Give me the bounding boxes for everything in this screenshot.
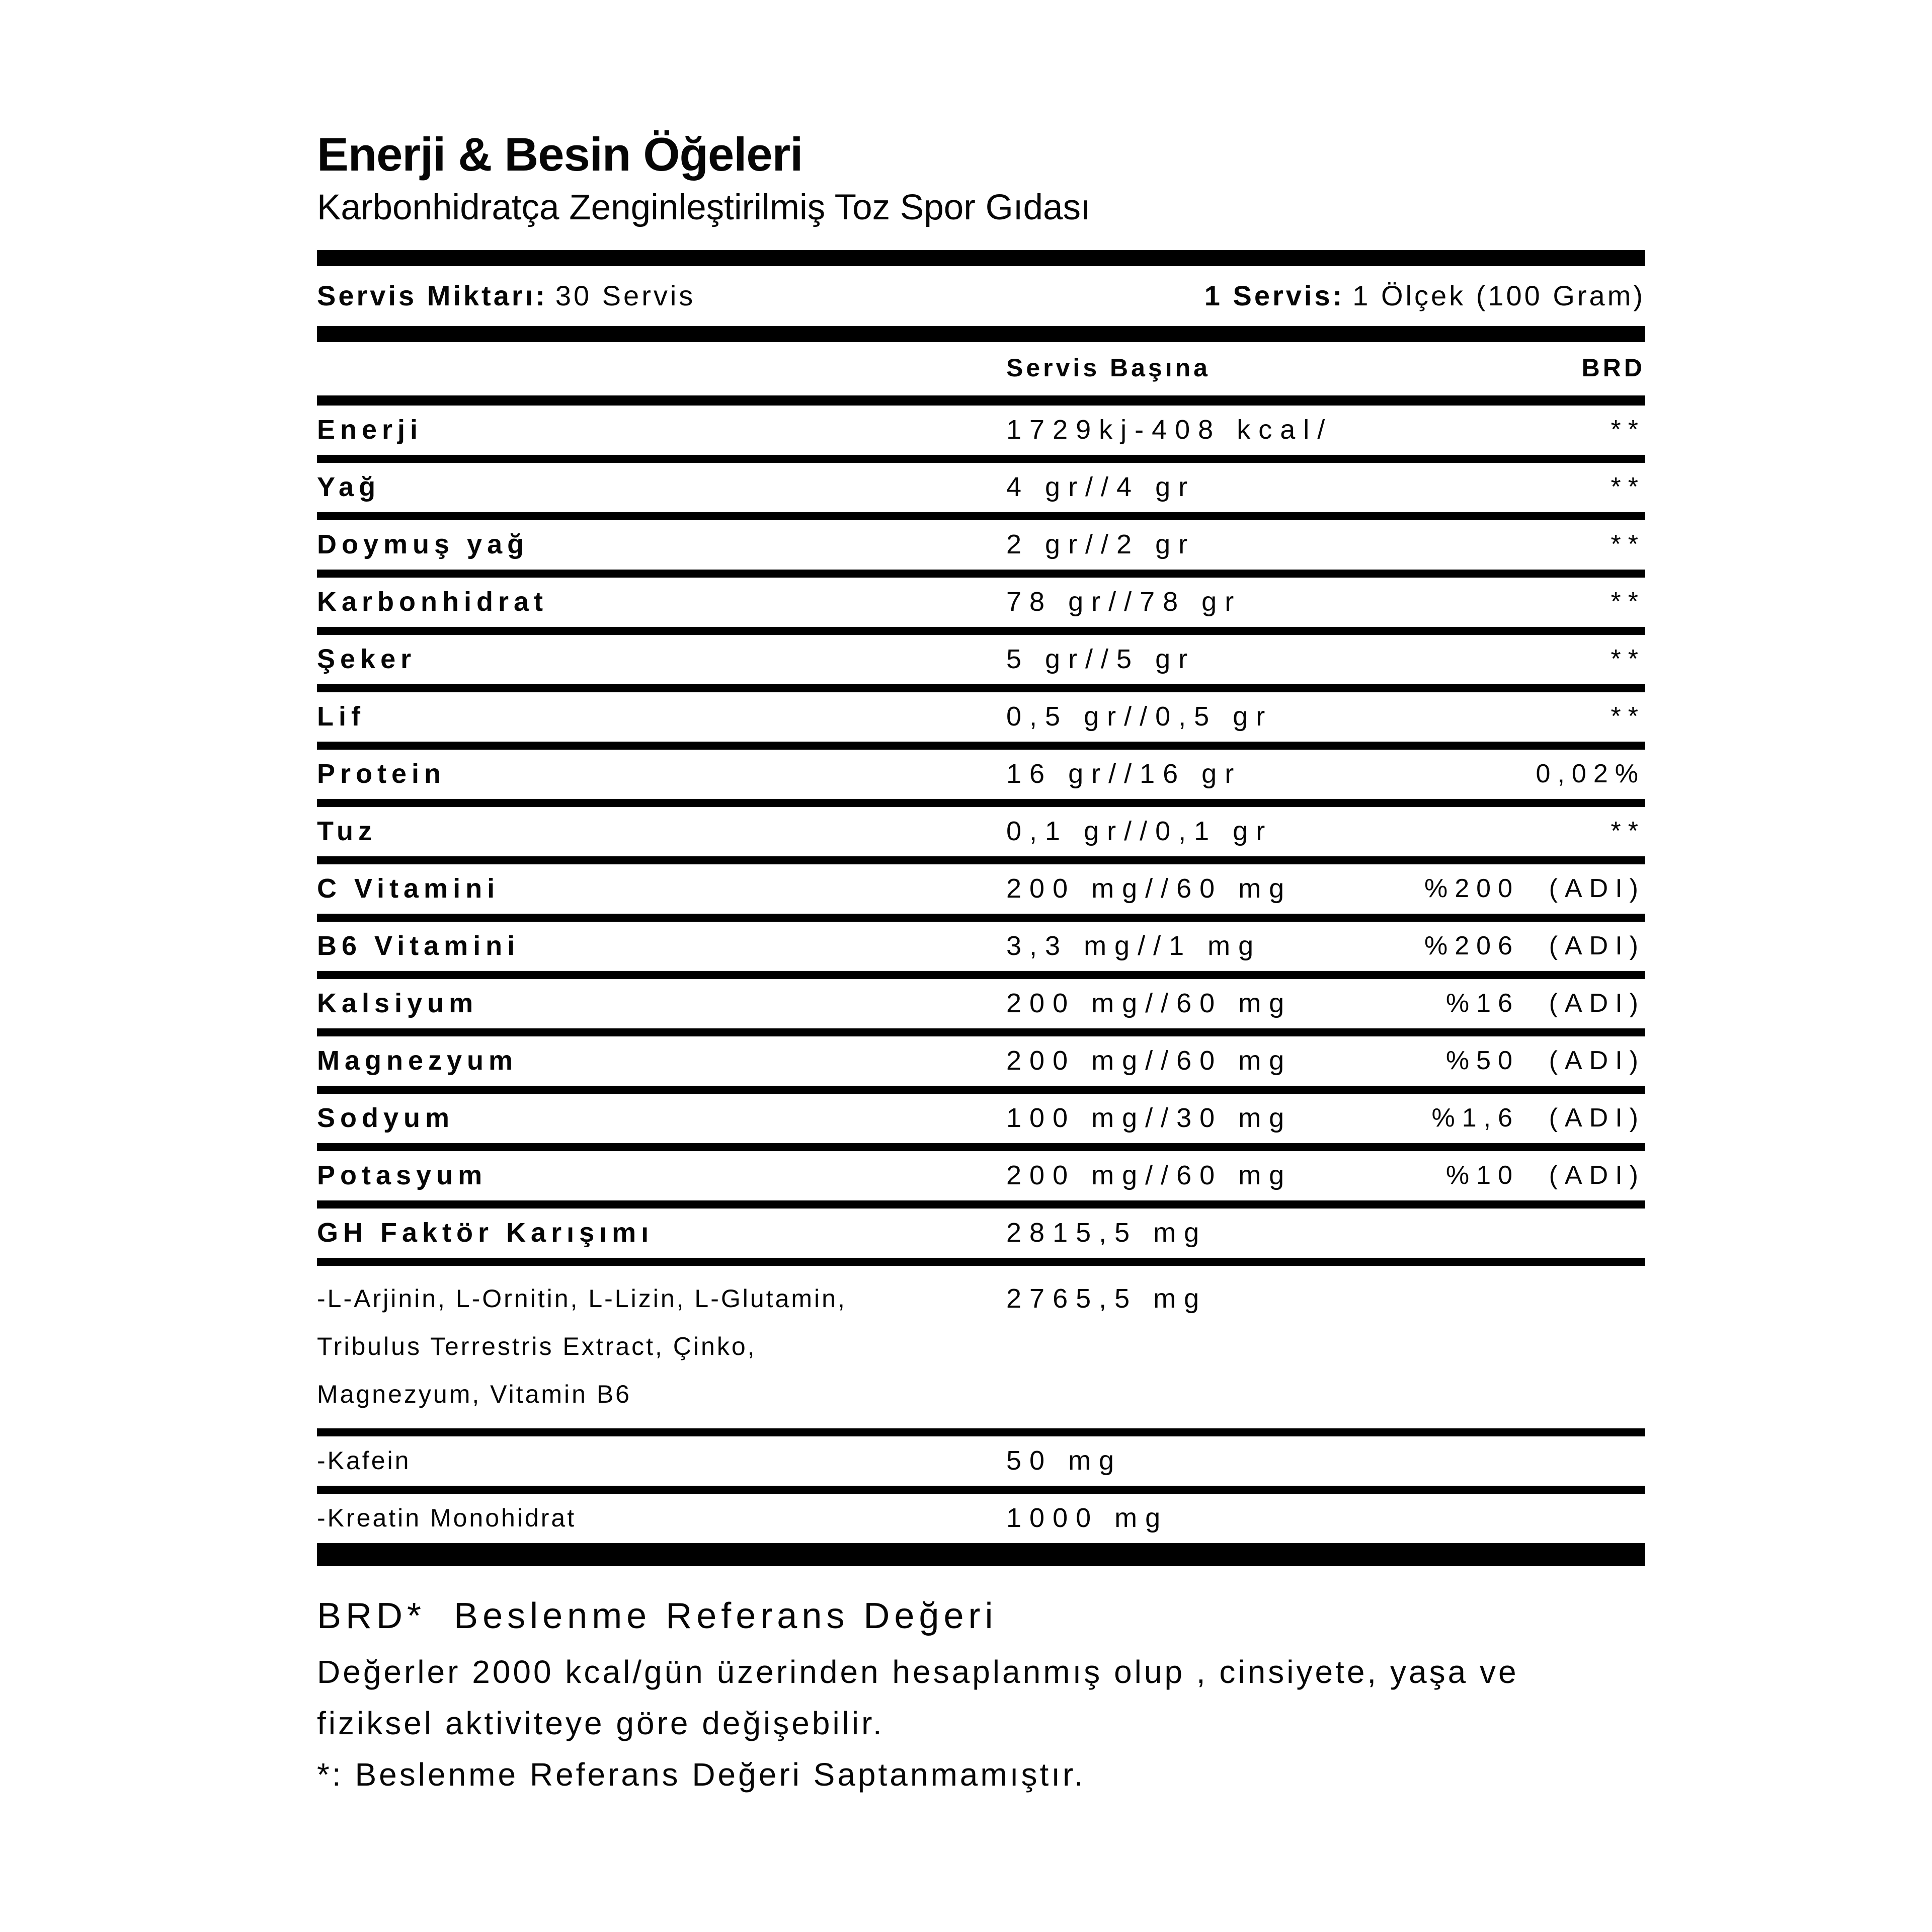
row-brd-cell [1536, 759, 1645, 789]
divider-bar-top [317, 250, 1645, 266]
row-value-per-serving: 200 mg//60 mg [1006, 988, 1293, 1019]
row-brd-cell [1424, 931, 1645, 961]
row-value-per-serving: 3,3 mg//1 mg [1006, 931, 1262, 961]
table-row [317, 979, 1645, 1028]
row-separator [317, 1486, 1645, 1494]
row-brd-adi-suffix: (ADI) [1549, 989, 1645, 1018]
footnote-line: Değerler 2000 kcal/gün üzerinden hesaplanmış olup , cinsiyete, yaşa ve [317, 1654, 1519, 1691]
table-row [317, 807, 1645, 856]
row-value-per-serving: 200 mg//60 mg [1006, 1160, 1293, 1191]
row-brd-value: ** [1611, 415, 1645, 445]
row-brd-adi-suffix: (ADI) [1549, 1161, 1645, 1190]
row-brd-percent: %206 [1424, 931, 1519, 961]
table-row [317, 1094, 1645, 1143]
serving-count [317, 279, 695, 312]
table-row [317, 692, 1645, 742]
row-brd-cell [1611, 529, 1645, 559]
row-value-per-serving: 0,1 gr//0,1 gr [1006, 816, 1273, 847]
table-row [317, 922, 1645, 971]
table-row [317, 406, 1645, 455]
row-separator [317, 1086, 1645, 1094]
row-brd-adi-suffix: (ADI) [1549, 874, 1645, 904]
row-value-per-serving: 78 gr//78 gr [1006, 587, 1242, 617]
row-separator [317, 570, 1645, 578]
row-separator [317, 799, 1645, 807]
row-separator [317, 512, 1645, 520]
row-brd-cell [1611, 816, 1645, 846]
row-label: Yağ [317, 472, 381, 503]
row-label: Doymuş yağ [317, 529, 529, 560]
row-separator [317, 455, 1645, 463]
row-label-line: Magnezyum, Vitamin B6 [317, 1380, 631, 1409]
row-brd-value: 0,02% [1536, 759, 1645, 789]
serving-count-label: Servis Miktarı: [317, 280, 547, 312]
row-value-per-serving: 0,5 gr//0,5 gr [1006, 701, 1273, 732]
row-label: Lif [317, 701, 365, 732]
table-header-row [317, 342, 1645, 395]
row-separator [317, 627, 1645, 635]
row-separator [317, 1143, 1645, 1151]
serving-count-value: 30 Servis [555, 280, 696, 312]
row-brd-percent: %10 [1445, 1161, 1519, 1190]
row-brd-value: ** [1611, 530, 1645, 559]
row-separator [317, 1428, 1645, 1436]
footnote-line: fiziksel aktiviteye göre değişebilir. [317, 1705, 884, 1742]
row-brd-cell [1611, 472, 1645, 502]
row-value-per-serving: 50 mg [1006, 1445, 1122, 1476]
row-brd-cell [1611, 701, 1645, 732]
row-label: Kalsiyum [317, 988, 478, 1019]
row-separator [317, 742, 1645, 750]
row-brd-value: ** [1611, 817, 1645, 846]
row-brd-adi-suffix: (ADI) [1549, 931, 1645, 961]
row-brd-value: ** [1611, 472, 1645, 502]
table-row [317, 1494, 1645, 1543]
table-row [317, 750, 1645, 799]
table-row [317, 1151, 1645, 1200]
row-label [317, 1275, 1006, 1418]
row-label: -Kafein [317, 1446, 411, 1475]
row-brd-cell [1611, 644, 1645, 674]
row-value-per-serving: 1729kj-408 kcal/ [1006, 415, 1333, 445]
footnotes [317, 1595, 1645, 1791]
table-header-per-serving: Servis Başına [1006, 354, 1211, 382]
table-row [317, 578, 1645, 627]
table-row [317, 635, 1645, 684]
row-value-per-serving: 16 gr//16 gr [1006, 759, 1242, 789]
page-subtitle: Karbonhidratça Zenginleştirilmiş Toz Spor Gıdası [317, 187, 1091, 227]
row-brd-cell [1611, 587, 1645, 617]
row-brd-cell [1446, 1045, 1645, 1076]
row-label: Enerji [317, 415, 423, 445]
row-label: Potasyum [317, 1160, 488, 1191]
serving-size-label: 1 Servis: [1204, 280, 1345, 312]
nutrition-table-rows [317, 406, 1645, 1543]
table-row [317, 463, 1645, 512]
row-brd-percent: %16 [1445, 989, 1519, 1018]
row-value-per-serving: 5 gr//5 gr [1006, 644, 1196, 675]
row-brd-value: ** [1611, 587, 1645, 617]
row-label: Karbonhidrat [317, 587, 548, 617]
row-label: Sodyum [317, 1103, 455, 1134]
divider-bar-bottom [317, 1543, 1645, 1566]
row-brd-percent: %200 [1424, 874, 1519, 904]
row-value-per-serving: 100 mg//30 mg [1006, 1103, 1293, 1134]
row-value-per-serving: 2 gr//2 gr [1006, 529, 1196, 560]
row-brd-cell [1431, 1103, 1645, 1133]
row-separator [317, 1028, 1645, 1036]
divider-bar-serving [317, 326, 1645, 342]
serving-size-value: 1 Ölçek (100 Gram) [1352, 280, 1645, 312]
row-label-line: -L-Arjinin, L-Ornitin, L-Lizin, L-Glutamin, [317, 1284, 847, 1313]
row-label: Tuz [317, 816, 377, 847]
footnote-heading-text: Beslenme Referans Değeri [454, 1596, 998, 1637]
row-separator [317, 914, 1645, 922]
footnote-heading [317, 1595, 1645, 1637]
row-brd-cell [1611, 415, 1645, 445]
table-header-brd: BRD [1581, 354, 1645, 382]
row-value-per-serving: 200 mg//60 mg [1006, 873, 1293, 904]
footnote-heading-code: BRD* [317, 1596, 426, 1637]
table-row [317, 520, 1645, 570]
table-row [317, 1036, 1645, 1086]
row-brd-adi-suffix: (ADI) [1549, 1103, 1645, 1133]
table-row [317, 1266, 1645, 1428]
row-value-per-serving: 200 mg//60 mg [1006, 1045, 1293, 1076]
row-brd-cell [1424, 873, 1645, 904]
serving-info-row [317, 266, 1645, 326]
row-brd-cell [1446, 1160, 1645, 1190]
row-label: -Kreatin Monohidrat [317, 1504, 577, 1533]
row-label: B6 Vitamini [317, 931, 520, 961]
row-value-per-serving: 2815,5 mg [1006, 1218, 1208, 1248]
table-row [317, 864, 1645, 914]
row-label: C Vitamini [317, 873, 500, 904]
nutrition-label [317, 129, 1645, 1791]
row-brd-adi-suffix: (ADI) [1549, 1046, 1645, 1076]
row-separator [317, 1258, 1645, 1266]
row-label: Şeker [317, 644, 417, 675]
divider-bar-header [317, 395, 1645, 406]
row-brd-percent: %50 [1445, 1046, 1519, 1076]
table-row [317, 1209, 1645, 1258]
row-separator [317, 971, 1645, 979]
page-title: Enerji & Besin Öğeleri [317, 128, 803, 181]
row-value-per-serving: 1000 mg [1006, 1503, 1169, 1534]
row-separator [317, 684, 1645, 692]
row-label: Magnezyum [317, 1045, 518, 1076]
row-value-per-serving: 2765,5 mg [1006, 1283, 1208, 1314]
row-separator [317, 1200, 1645, 1209]
table-row [317, 1436, 1645, 1486]
row-separator [317, 856, 1645, 864]
row-label: GH Faktör Karışımı [317, 1218, 654, 1248]
serving-size [1204, 279, 1645, 312]
row-brd-percent: %1,6 [1431, 1103, 1519, 1133]
row-brd-cell [1446, 988, 1645, 1018]
row-value-per-serving: 4 gr//4 gr [1006, 472, 1196, 503]
row-label-line: Tribulus Terrestris Extract, Çinko, [317, 1332, 757, 1361]
footnote-line: *: Beslenme Referans Değeri Saptanmamıştır. [317, 1756, 1086, 1793]
row-brd-value: ** [1611, 645, 1645, 674]
row-brd-value: ** [1611, 702, 1645, 732]
row-label: Protein [317, 759, 446, 789]
